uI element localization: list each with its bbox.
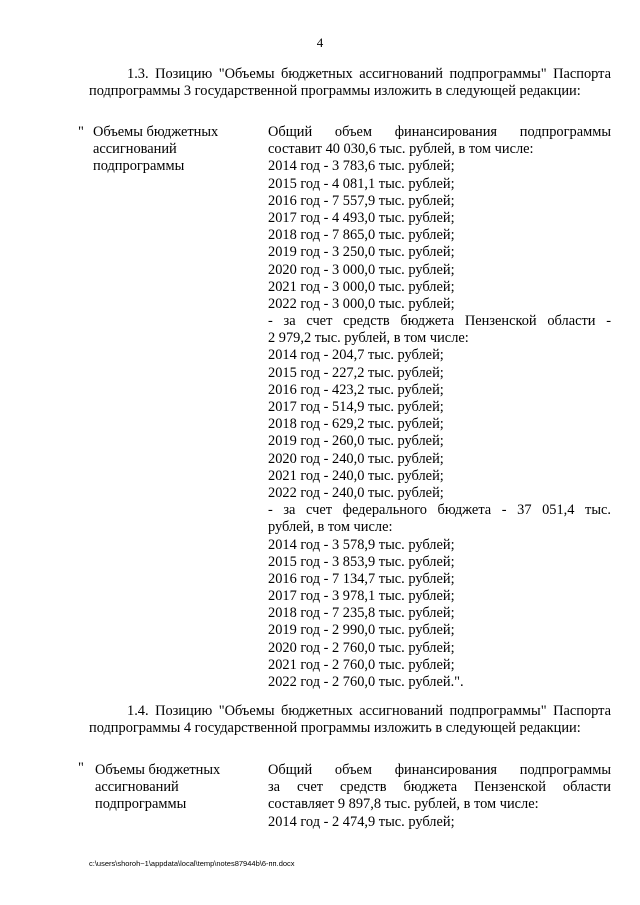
- funding-line: 2022 год - 3 000,0 тыс. рублей;: [268, 295, 455, 312]
- funding-line: 2021 год - 3 000,0 тыс. рублей;: [268, 278, 455, 295]
- funding-list-2: [268, 762, 611, 831]
- funding-line: 2019 год - 3 250,0 тыс. рублей;: [268, 244, 455, 261]
- funding-line: 2016 год - 423,2 тыс. рублей;: [268, 381, 444, 398]
- label-line: Объемы бюджетных: [95, 762, 221, 778]
- funding-line: Общий объем финансирования подпрограммы: [268, 762, 611, 778]
- quote-mark: ": [78, 760, 84, 776]
- funding-line: 2020 год - 240,0 тыс. рублей;: [268, 450, 444, 467]
- funding-line: - за счет средств бюджета Пензенской области -: [268, 313, 611, 330]
- funding-line: 2021 год - 240,0 тыс. рублей;: [268, 467, 444, 484]
- funding-line: 2021 год - 2 760,0 тыс. рублей;: [268, 656, 455, 673]
- page-number: 4: [316, 35, 324, 50]
- label-line: ассигнований: [95, 779, 179, 795]
- quote-mark: ": [78, 124, 84, 140]
- funding-line: 2015 год - 4 081,1 тыс. рублей;: [268, 175, 455, 192]
- label-line: ассигнований: [93, 141, 177, 157]
- funding-line: 2019 год - 260,0 тыс. рублей;: [268, 433, 444, 450]
- funding-line: за счет средств бюджета Пензенской области: [268, 779, 611, 796]
- funding-line: 2017 год - 514,9 тыс. рублей;: [268, 399, 444, 415]
- funding-line: 2016 год - 7 134,7 тыс. рублей;: [268, 570, 455, 587]
- funding-line: Общий объем финансирования подпрограммы: [268, 124, 611, 140]
- funding-line: 2 979,2 тыс. рублей, в том числе:: [268, 330, 469, 347]
- file-path-footer: c:\users\shoroh~1\appdata\local\temp\notes87944b\6-пп.docx: [89, 859, 295, 868]
- label-line: подпрограммы: [95, 796, 187, 812]
- funding-line: 2014 год - 3 578,9 тыс. рублей;: [268, 536, 455, 553]
- position-label-1: [93, 124, 218, 175]
- funding-line: рублей, в том числе:: [268, 519, 393, 536]
- label-line: Объемы бюджетных: [93, 124, 219, 140]
- funding-line: 2018 год - 7 865,0 тыс. рублей;: [268, 227, 455, 244]
- funding-line: 2019 год - 2 990,0 тыс. рублей;: [268, 622, 455, 639]
- funding-line: 2020 год - 3 000,0 тыс. рублей;: [268, 261, 455, 278]
- funding-line: 2016 год - 7 557,9 тыс. рублей;: [268, 192, 455, 209]
- funding-line: 2017 год - 4 493,0 тыс. рублей;: [268, 209, 455, 226]
- intro-text: 1.3. Позицию "Объемы бюджетных ассигнований подпрограммы" Паспорта подпрограммы 3 государственной программы изложить в следующей редакции:: [89, 66, 611, 99]
- funding-line: 2014 год - 204,7 тыс. рублей;: [268, 347, 444, 364]
- funding-line: 2014 год - 2 474,9 тыс. рублей;: [268, 813, 455, 830]
- funding-line: составляет 9 897,8 тыс. рублей, в том числе:: [268, 796, 539, 813]
- funding-line: 2018 год - 629,2 тыс. рублей;: [268, 416, 444, 433]
- section-1-3-intro: [89, 66, 611, 100]
- funding-line: 2022 год - 2 760,0 тыс. рублей.".: [268, 674, 464, 690]
- funding-line: составит 40 030,6 тыс. рублей, в том числе:: [268, 141, 534, 158]
- funding-line: 2015 год - 3 853,9 тыс. рублей;: [268, 553, 455, 570]
- intro-text: 1.4. Позицию "Объемы бюджетных ассигнований подпрограммы" Паспорта подпрограммы 4 государственной программы изложить в следующей редакции:: [89, 703, 611, 736]
- funding-list-1: [268, 124, 611, 691]
- funding-line: - за счет федерального бюджета - 37 051,4 тыс.: [268, 502, 611, 519]
- funding-line: 2015 год - 227,2 тыс. рублей;: [268, 364, 444, 381]
- funding-line: 2014 год - 3 783,6 тыс. рублей;: [268, 158, 455, 175]
- funding-line: 2020 год - 2 760,0 тыс. рублей;: [268, 639, 455, 656]
- funding-line: 2018 год - 7 235,8 тыс. рублей;: [268, 605, 455, 622]
- funding-line: 2022 год - 240,0 тыс. рублей;: [268, 484, 444, 501]
- funding-line: 2017 год - 3 978,1 тыс. рублей;: [268, 588, 455, 605]
- label-line: подпрограммы: [93, 158, 185, 174]
- section-1-4-intro: [89, 703, 611, 737]
- position-label-2: [95, 762, 220, 813]
